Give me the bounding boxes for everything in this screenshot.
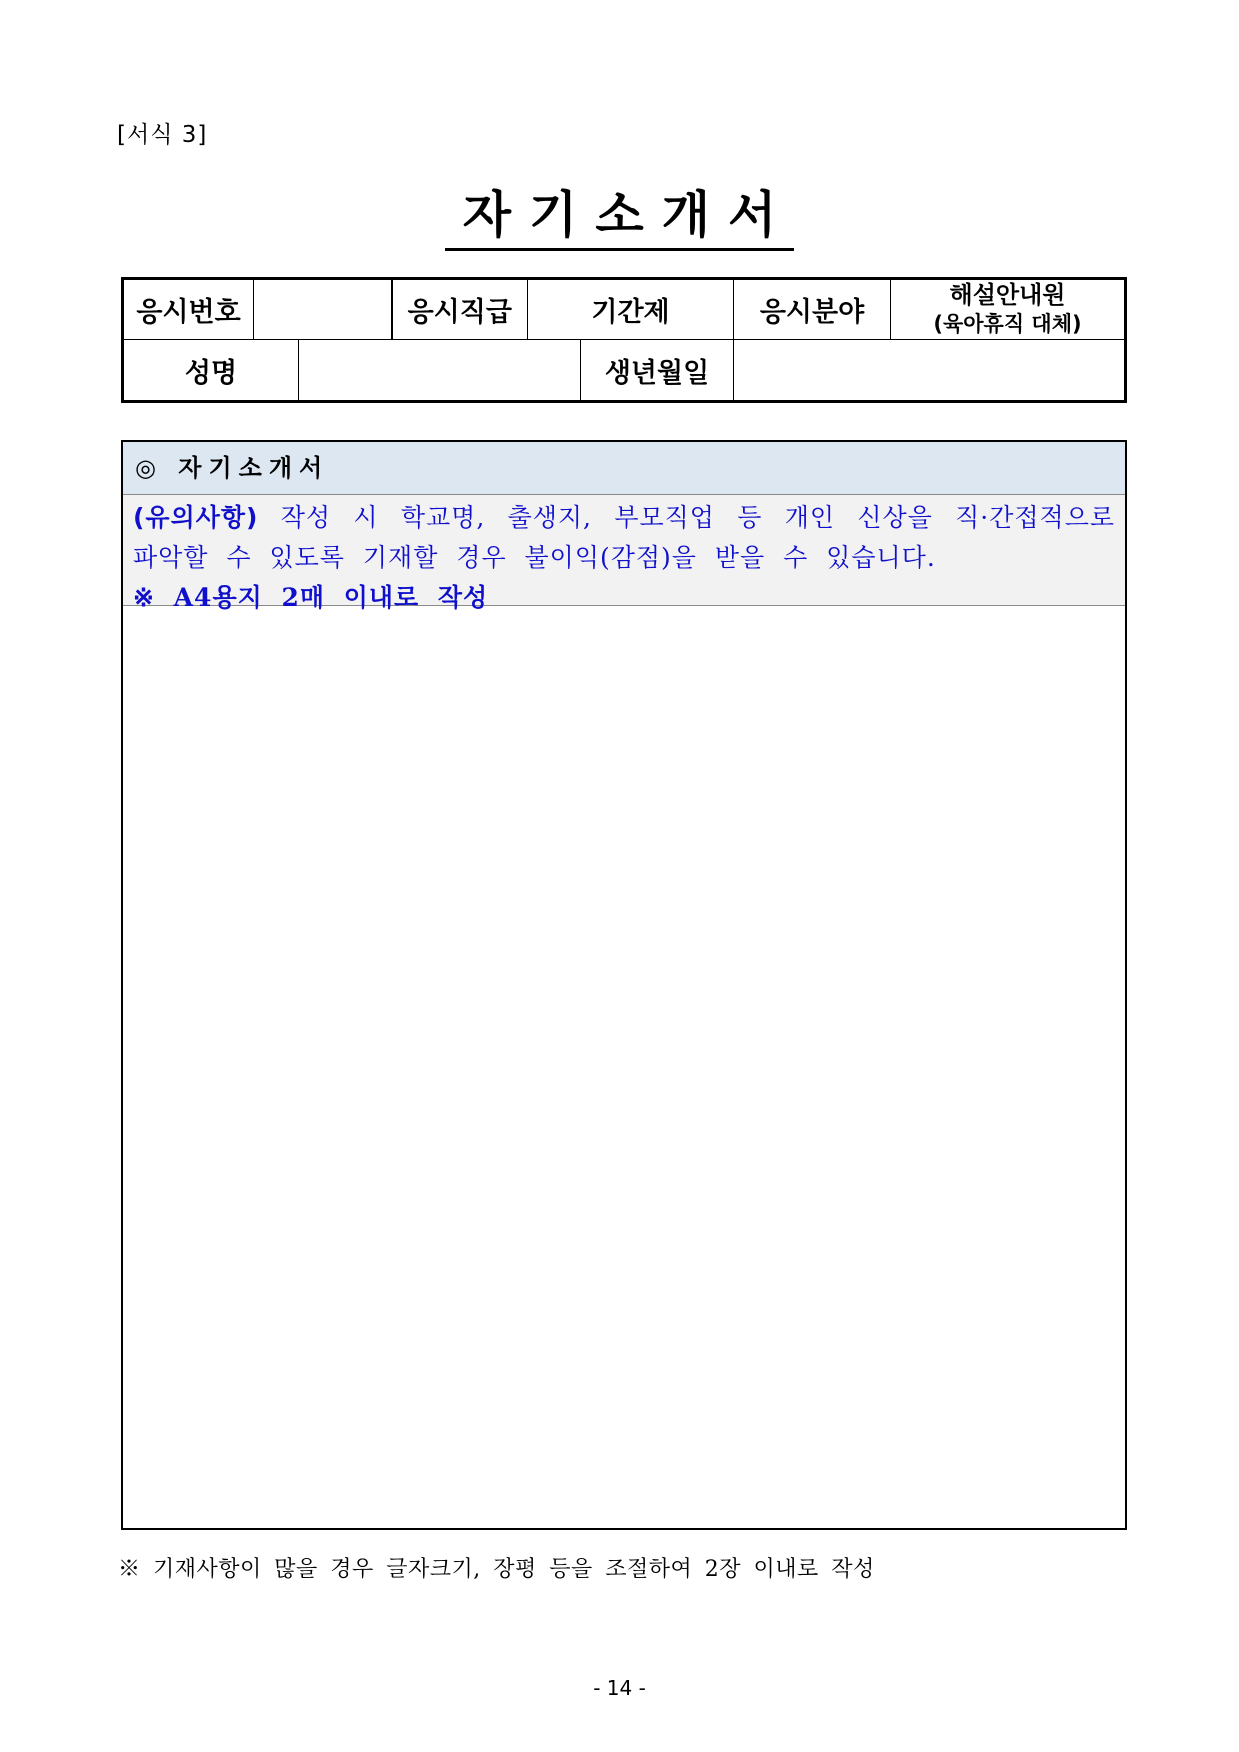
applicant-info-table <box>121 277 1127 403</box>
page-title: 자기소개서 <box>445 184 795 251</box>
birth-label: 생년월일 <box>581 340 734 402</box>
page-number: - 14 - <box>593 1676 646 1700</box>
self-introduction-content-area[interactable] <box>123 606 1125 1526</box>
self-introduction-box <box>121 440 1127 1530</box>
position-label: 응시직급 <box>392 279 528 340</box>
exam-number-field[interactable] <box>254 279 392 340</box>
field-value-line2: (육아휴직 대체) <box>933 311 1082 336</box>
notice-block <box>123 495 1125 612</box>
position-value: 기간제 <box>528 279 734 340</box>
page-title-wrap <box>0 184 1239 251</box>
field-label: 응시분야 <box>734 279 891 340</box>
footnote: ※ 기재사항이 많을 경우 글자크기, 장평 등을 조절하여 2장 이내로 작성 <box>118 1557 875 1582</box>
exam-number-label: 응시번호 <box>123 279 254 340</box>
notice-paragraph <box>133 498 1115 578</box>
field-value <box>891 279 1126 340</box>
self-introduction-header: ◎ 자기소개서 <box>123 442 1125 495</box>
notice-label: (유의사항) <box>133 503 259 532</box>
notice-text: 작성 시 학교명, 출생지, 부모직업 등 개인 신상을 직·간접적으로 파악할 수 있도록 기재할 경우 불이익(감점)을 받을 수 있습니다. <box>133 503 1115 572</box>
page-limit-requirement: ※ A4용지 2매 이내로 작성 <box>133 583 489 612</box>
name-label: 성명 <box>123 340 299 402</box>
field-value-line1: 해설안내원 <box>949 280 1066 309</box>
form-number: [서식 3] <box>117 122 208 148</box>
birth-field[interactable] <box>734 340 1126 402</box>
name-field[interactable] <box>299 340 581 402</box>
